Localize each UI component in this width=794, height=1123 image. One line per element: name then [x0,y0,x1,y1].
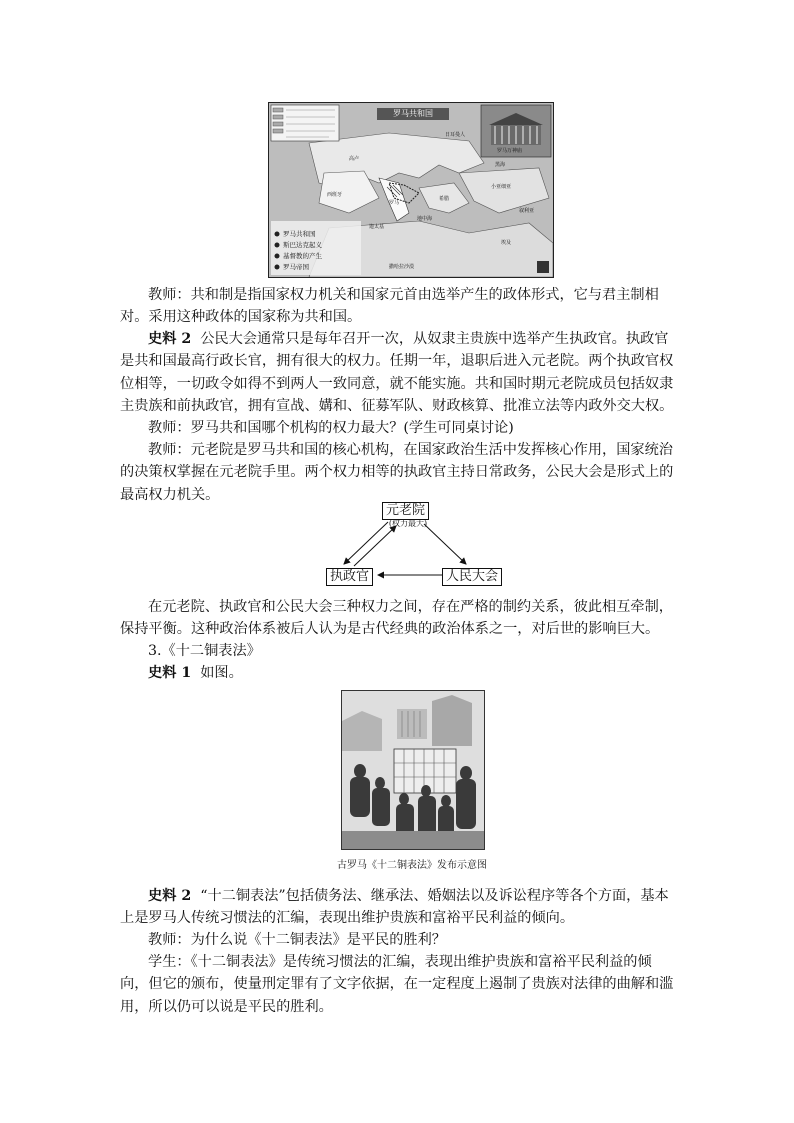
map-place-label: 黑海 [495,162,506,168]
map-place-label: 撒哈拉沙漠 [389,264,415,270]
paragraph-text: “十二铜表法”包括债务法、继承法、婚姻法以及诉讼程序等各个方面，基本上是罗马人传统习惯法的汇编，表现出维护贵族和富裕平民利益的倾向。 [120,888,669,927]
paragraph-text: 学生：《十二铜表法》是传统习惯法的汇编，表现出维护贵族和富裕平民利益的倾向，但它的颁布，使量刑定罪有了文字依据，在一定程度上遏制了贵族对法律的曲解和滥用，所以仍可以说是平民的胜利。 [120,954,674,1015]
paragraph-text: 公民大会通常只是每年召开一次，从奴隶主贵族中选举产生执政官。执政官是共和国最高行政长官，拥有很大的权力。任期一年，退职后进入元老院。两个执政官权位相等，一切政令如得不到两人一致同意，就不能实施。共和国时期元老院成员包括奴隶主贵族和前执政官，拥有宣战、媾和、征募军队、财政核算、批准立法等内政外交大权。 [120,331,674,414]
teacher-question [120,417,680,439]
paragraph-text: 在元老院、执政官和公民大会三种权力之间，存在严格的制约关系，彼此相互牵制，保持平衡。这种政治体系被后人认为是古代经典的政治体系之一，对后世的影响巨大。 [120,599,673,638]
senate-note: (权力最大) [388,519,428,528]
senate-box: 元老院 [382,502,429,520]
paragraph-text: 如图。 [200,665,243,681]
source-label: 史料 1 [148,665,192,681]
map-place-label: 埃及 [501,240,512,246]
source-paragraph [120,662,680,684]
twelve-tables-engraving [341,690,485,850]
map-place-label: 日耳曼人 [445,132,466,138]
map-legend-item: 罗马帝国 [283,263,309,271]
map-drawing [269,103,553,277]
figure-caption: 古罗马《十二铜表法》发布示意图 [337,860,487,871]
map-place-label: 西班牙 [327,192,343,198]
roman-republic-map [268,102,554,278]
paragraph-text: 教师：为什么说《十二铜表法》是平民的胜利？ [148,932,446,948]
power-diagram [326,500,502,590]
paragraph-text: 教师：罗马共和国哪个机构的权力最大？(学生可同桌讨论) [148,420,514,436]
source-paragraph [120,885,680,930]
student-answer [120,951,680,1018]
map-legend-item: 斯巴达克起义 [283,241,322,249]
map-place-label: 地中海 [417,216,433,222]
map-place-label: 希腊 [439,196,450,202]
teacher-paragraph [120,439,680,506]
analysis-paragraph [120,596,680,641]
section-heading [120,640,680,662]
consul-box: 执政官 [326,568,373,586]
teacher-paragraph [120,284,680,329]
map-legend-item: 罗马共和国 [283,230,316,238]
source-label: 史料 2 [148,888,192,904]
source-label: 史料 2 [148,331,192,347]
map-photo-caption: 罗马万神庙 [497,148,523,154]
paragraph-text: 教师：元老院是罗马共和国的核心机构，在国家政治生活中发挥核心作用，国家统治的决策权掌握在元老院手里。两个权力相等的执政官主持日常政务，公民大会是形式上的最高权力机关。 [120,442,674,503]
paragraph-text: 教师：共和制是指国家权力机关和国家元首由选举产生的政体形式，它与君主制相对。采用这种政体的国家称为共和国。 [120,287,659,326]
map-place-label: 叙利亚 [519,208,535,214]
teacher-question [120,929,680,951]
map-place-label: 罗马 [389,200,400,206]
assembly-box: 人民大会 [442,568,502,586]
map-place-label: 迦太基 [369,224,385,230]
map-title: 罗马共和国 [393,109,433,118]
engraving-drawing [342,691,484,849]
map-place-label: 高卢 [349,156,360,162]
map-place-label: 小亚细亚 [491,184,512,190]
map-legend-item: 基督教的产生 [283,252,322,260]
paragraph-text: 3.《十二铜表法》 [148,643,261,659]
source-paragraph [120,328,680,417]
